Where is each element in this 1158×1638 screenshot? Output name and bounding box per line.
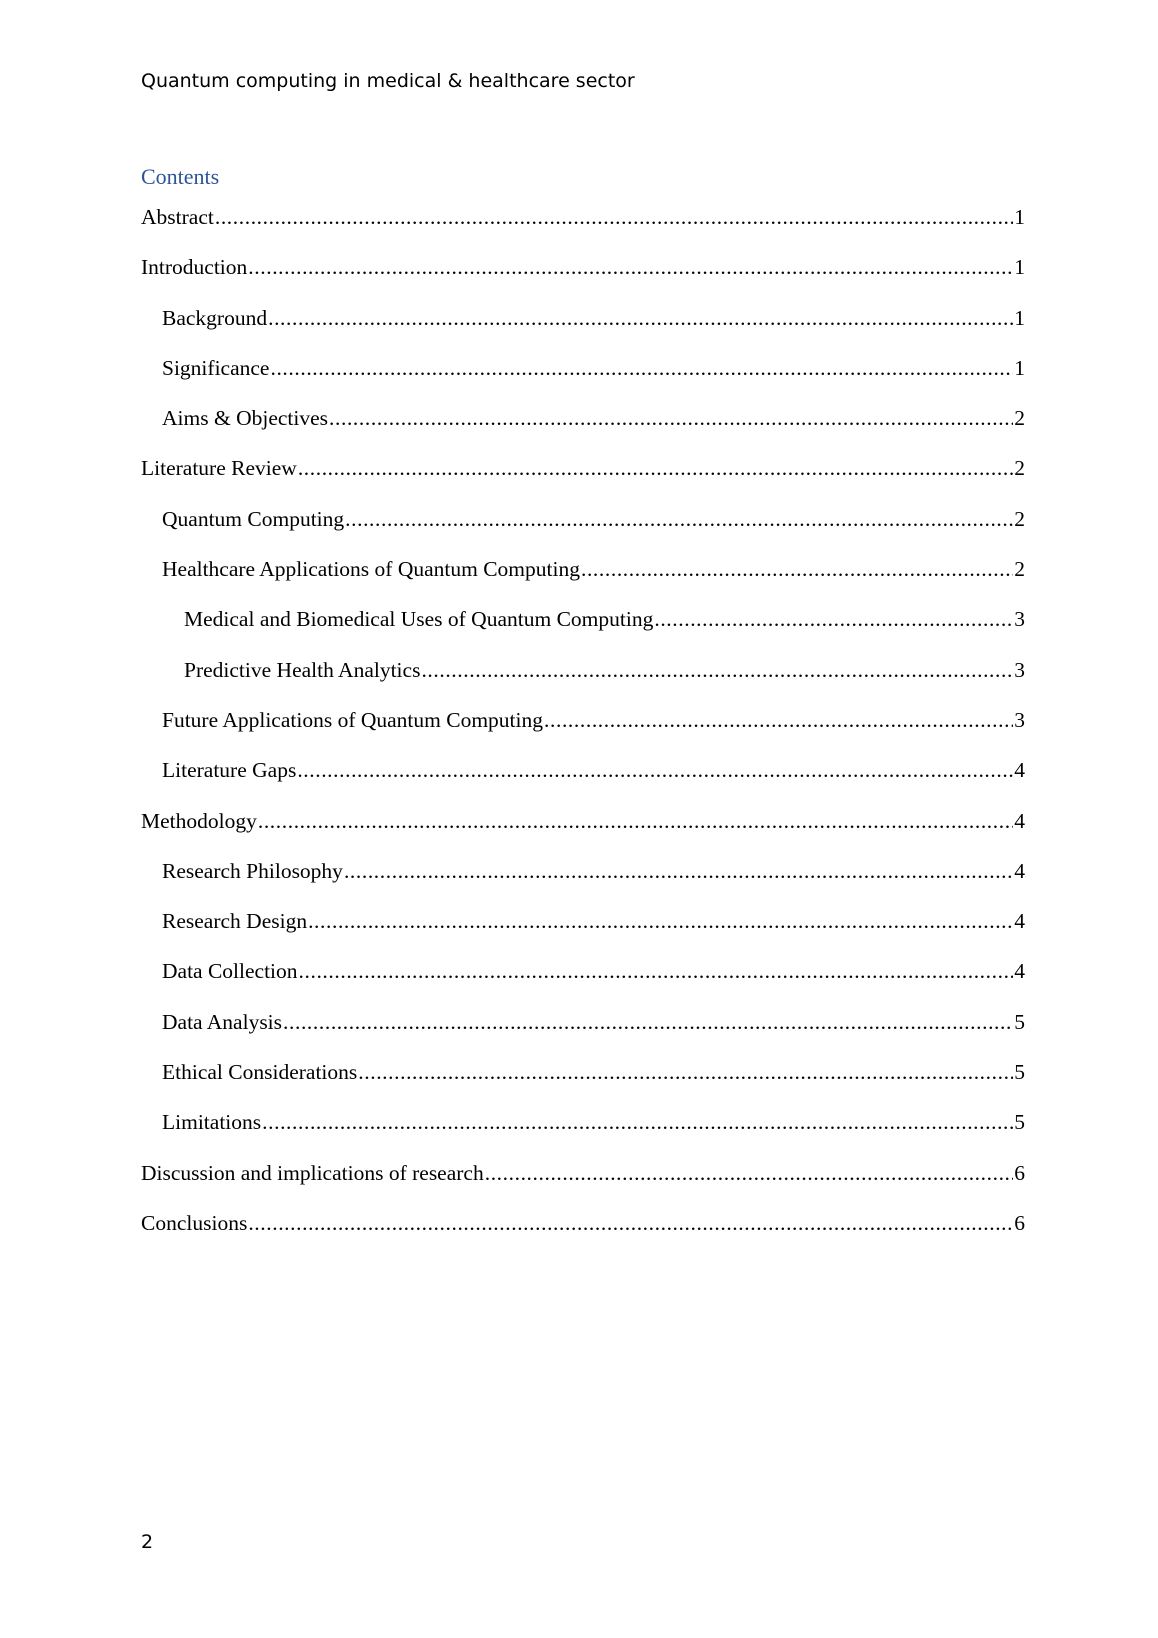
toc-entry-page-number[interactable]: 4 bbox=[1014, 959, 1025, 984]
toc-dot-leader bbox=[299, 959, 1014, 984]
toc-entry-title[interactable]: Background bbox=[162, 305, 268, 330]
toc-entry[interactable] bbox=[141, 909, 1025, 959]
toc-dot-leader bbox=[358, 1060, 1013, 1085]
toc-dot-leader bbox=[308, 909, 1013, 934]
toc-entry-title[interactable]: Healthcare Applications of Quantum Computing bbox=[162, 557, 580, 582]
toc-entry[interactable] bbox=[141, 859, 1025, 909]
running-header: Quantum computing in medical & healthcare sector bbox=[141, 70, 635, 92]
table-of-contents bbox=[141, 205, 1025, 1261]
toc-entry[interactable] bbox=[141, 758, 1025, 808]
toc-entry[interactable] bbox=[141, 205, 1025, 255]
toc-entry-title[interactable]: Limitations bbox=[162, 1110, 262, 1135]
toc-entry-page-number[interactable]: 4 bbox=[1014, 808, 1025, 833]
toc-entry-page-number[interactable]: 1 bbox=[1014, 205, 1025, 229]
toc-dot-leader bbox=[262, 1110, 1013, 1135]
toc-entry[interactable] bbox=[141, 255, 1025, 305]
toc-entry-page-number[interactable]: 6 bbox=[1014, 1210, 1025, 1235]
toc-entry-title[interactable]: Ethical Considerations bbox=[162, 1060, 358, 1085]
toc-entry[interactable] bbox=[141, 607, 1025, 657]
toc-dot-leader bbox=[344, 859, 1013, 884]
toc-entry[interactable] bbox=[141, 456, 1025, 506]
toc-entry-page-number[interactable]: 5 bbox=[1014, 1110, 1025, 1135]
toc-entry-page-number[interactable]: 3 bbox=[1014, 607, 1025, 632]
toc-dot-leader bbox=[258, 809, 1013, 834]
toc-dot-leader bbox=[248, 1211, 1013, 1236]
toc-entry-title[interactable]: Data Collection bbox=[162, 959, 298, 984]
toc-entry-page-number[interactable]: 3 bbox=[1014, 657, 1025, 682]
toc-dot-leader bbox=[297, 758, 1013, 783]
toc-dot-leader bbox=[283, 1010, 1013, 1035]
toc-entry-title[interactable]: Abstract bbox=[141, 205, 214, 229]
toc-dot-leader bbox=[270, 356, 1013, 381]
toc-entry-title[interactable]: Introduction bbox=[141, 255, 248, 280]
toc-entry-title[interactable]: Predictive Health Analytics bbox=[184, 657, 421, 682]
toc-dot-leader bbox=[215, 205, 1013, 230]
toc-entry-page-number[interactable]: 2 bbox=[1014, 456, 1025, 481]
toc-entry[interactable] bbox=[141, 1161, 1025, 1211]
toc-dot-leader bbox=[654, 607, 1013, 632]
toc-entry-page-number[interactable]: 1 bbox=[1014, 305, 1025, 330]
toc-entry-page-number[interactable]: 4 bbox=[1014, 909, 1025, 934]
toc-entry[interactable] bbox=[141, 507, 1025, 557]
toc-entry-title[interactable]: Methodology bbox=[141, 808, 257, 833]
toc-entry-page-number[interactable]: 6 bbox=[1014, 1160, 1025, 1185]
toc-dot-leader bbox=[544, 708, 1013, 733]
toc-heading: Contents bbox=[141, 164, 220, 189]
toc-entry-page-number[interactable]: 5 bbox=[1014, 1060, 1025, 1085]
toc-entry-page-number[interactable]: 1 bbox=[1014, 255, 1025, 280]
toc-dot-leader bbox=[581, 557, 1013, 582]
toc-dot-leader bbox=[485, 1161, 1014, 1186]
toc-dot-leader bbox=[329, 406, 1013, 431]
toc-entry-title[interactable]: Future Applications of Quantum Computing bbox=[162, 707, 544, 732]
toc-entry[interactable] bbox=[141, 1010, 1025, 1060]
toc-dot-leader bbox=[345, 507, 1013, 532]
toc-entry[interactable] bbox=[141, 1211, 1025, 1261]
toc-entry[interactable] bbox=[141, 356, 1025, 406]
toc-entry[interactable] bbox=[141, 708, 1025, 758]
page-number: 2 bbox=[141, 1531, 154, 1553]
toc-entry-title[interactable]: Aims & Objectives bbox=[162, 406, 329, 431]
toc-entry-title[interactable]: Medical and Biomedical Uses of Quantum Computing bbox=[184, 607, 654, 632]
toc-entry-title[interactable]: Data Analysis bbox=[162, 1009, 283, 1034]
toc-entry[interactable] bbox=[141, 406, 1025, 456]
toc-entry[interactable] bbox=[141, 1060, 1025, 1110]
toc-entry-title[interactable]: Significance bbox=[162, 355, 270, 380]
toc-entry-page-number[interactable]: 2 bbox=[1014, 406, 1025, 431]
toc-entry[interactable] bbox=[141, 809, 1025, 859]
toc-entry-page-number[interactable]: 2 bbox=[1014, 506, 1025, 531]
toc-entry-page-number[interactable]: 2 bbox=[1014, 557, 1025, 582]
toc-entry[interactable] bbox=[141, 1110, 1025, 1160]
toc-entry-page-number[interactable]: 4 bbox=[1014, 858, 1025, 883]
toc-dot-leader bbox=[268, 306, 1013, 331]
toc-entry[interactable] bbox=[141, 959, 1025, 1009]
toc-entry-title[interactable]: Discussion and implications of research bbox=[141, 1160, 484, 1185]
toc-entry[interactable] bbox=[141, 557, 1025, 607]
toc-entry[interactable] bbox=[141, 658, 1025, 708]
toc-dot-leader bbox=[421, 658, 1013, 683]
toc-entry-title[interactable]: Research Philosophy bbox=[162, 858, 343, 883]
toc-entry-page-number[interactable]: 3 bbox=[1014, 707, 1025, 732]
toc-entry-title[interactable]: Research Design bbox=[162, 909, 308, 934]
toc-entry-page-number[interactable]: 1 bbox=[1014, 355, 1025, 380]
toc-entry-page-number[interactable]: 5 bbox=[1014, 1009, 1025, 1034]
toc-dot-leader bbox=[298, 456, 1013, 481]
toc-entry-title[interactable]: Conclusions bbox=[141, 1210, 248, 1235]
toc-dot-leader bbox=[248, 255, 1013, 280]
toc-entry-title[interactable]: Quantum Computing bbox=[162, 506, 345, 531]
toc-entry[interactable] bbox=[141, 306, 1025, 356]
toc-entry-title[interactable]: Literature Review bbox=[141, 456, 297, 481]
toc-entry-page-number[interactable]: 4 bbox=[1014, 758, 1025, 783]
toc-entry-title[interactable]: Literature Gaps bbox=[162, 758, 297, 783]
